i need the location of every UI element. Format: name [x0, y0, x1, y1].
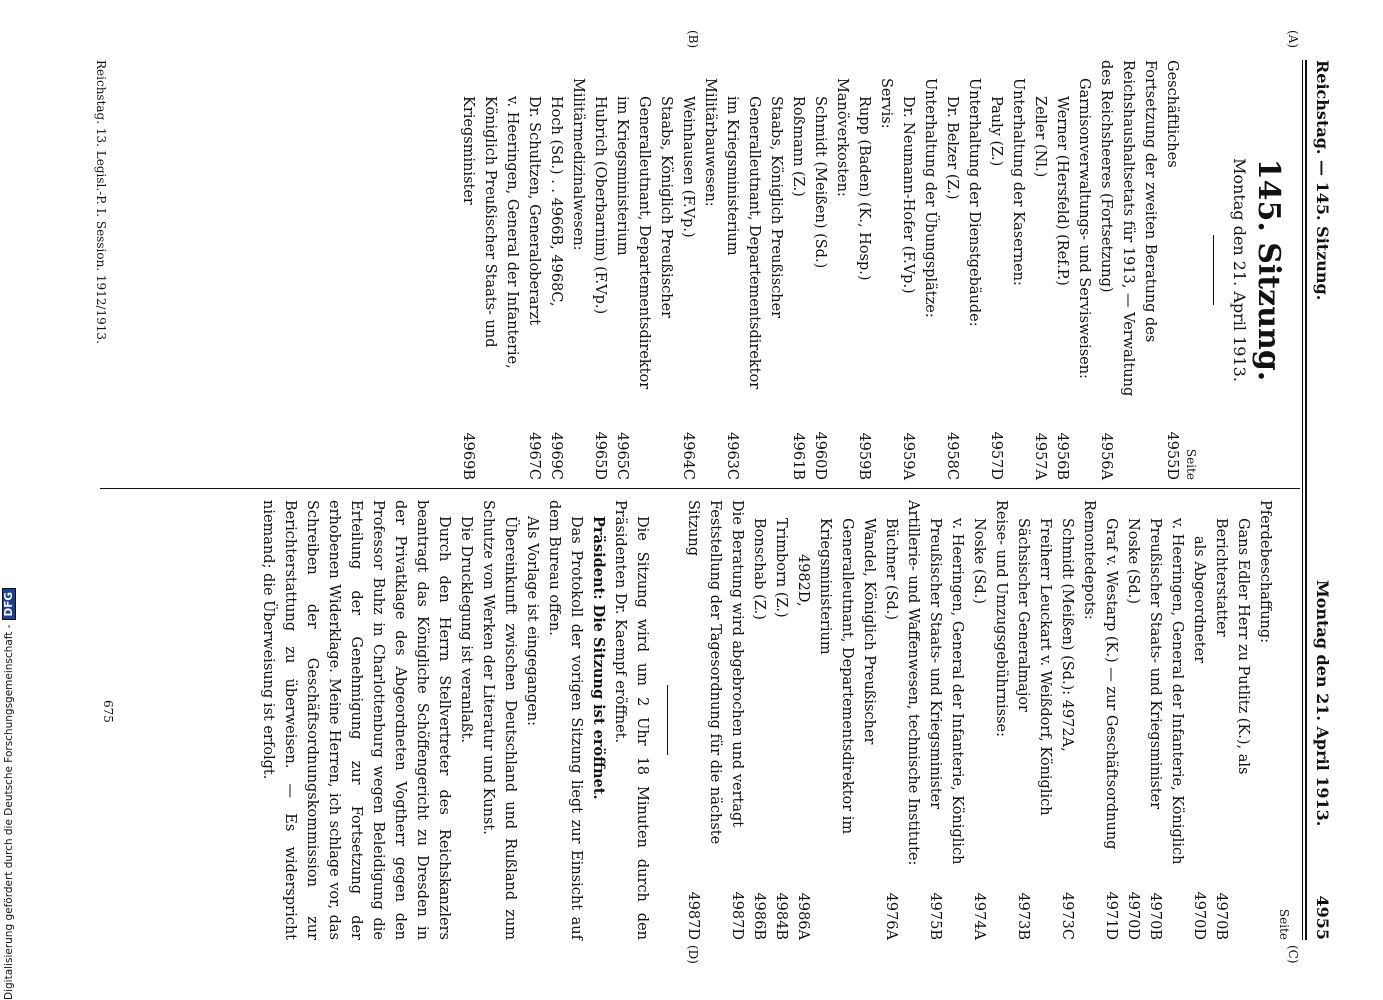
footer-left: Reichstag. 13. Legisl.-P. I. Session. 1912/1913. — [94, 60, 108, 344]
toc-entry — [457, 60, 523, 480]
session-title: 145. Sitzung. — [1251, 158, 1286, 382]
toc-entry — [1144, 500, 1188, 940]
toc-entry-text: v. Heeringen, General der Infanterie, Königlich Preußischer Staats- und Kriegsminister — [927, 518, 965, 865]
toc-entry — [1073, 60, 1095, 480]
toc-entry-page: 4984B — [773, 892, 789, 940]
seite-label-left: Seite — [1184, 448, 1198, 480]
toc-entry — [919, 60, 941, 480]
toc-entry-text: Gans Edler Herr zu Putlitz (K.), als Berichterstatter — [1213, 518, 1251, 775]
column-separator — [100, 488, 1300, 489]
toc-entry-text: Wandel, Königlich Preußischer Generalleutnant, Departementsdirektor im Kriegsministerium — [817, 518, 877, 835]
toc-entry-page: 4970D — [1125, 891, 1141, 940]
toc-entry-text: Dr. Neumann-Hofer (F.Vp.) — [900, 96, 916, 294]
toc-entry-text: Graf v. Westarp (K.) — zur Geschäftsordnung — [1103, 518, 1119, 850]
toc-entry — [1254, 500, 1276, 940]
toc-entry-page: 4987D — [729, 891, 745, 940]
margin-mark-d: (D) — [686, 945, 700, 964]
toc-entry — [831, 60, 853, 480]
toc-entry — [814, 500, 880, 940]
toc-entry-page: 4955D — [1164, 431, 1180, 480]
toc-entries-left — [457, 60, 1183, 480]
toc-entry-text: Militärmedizinalwesen: — [570, 78, 586, 251]
proceedings-paragraph: Die Sitzung wird um 2 Uhr 18 Minuten durch den Präsidenten Dr. Kaempf eröffnet. — [612, 500, 650, 940]
toc-entry-text: Hubrich (Oberbarnim) (F.Vp.) — [592, 96, 608, 315]
toc-entry-text: Bonschab (Z.) — [751, 518, 767, 620]
toc-entry-page: 4970D — [1191, 891, 1207, 940]
toc-entry — [853, 60, 875, 480]
toc-entry — [567, 60, 589, 480]
toc-entry — [1051, 60, 1073, 480]
toc-entry-page: 4986A — [795, 892, 811, 940]
toc-entry-text: Roßmann (Z.) — [790, 96, 806, 197]
toc-entry-text: Rupp (Baden) (K., Hosp.) — [856, 96, 872, 281]
toc-entry-text: Reise- und Umzugsgebührnisse: — [993, 500, 1009, 737]
toc-entry-text: Schmidt (Meißen) (Sd.) — [812, 96, 828, 269]
right-column — [257, 500, 1292, 940]
header-page-number: 4955 — [1313, 895, 1332, 940]
toc-entry — [963, 60, 985, 480]
toc-entry — [1161, 60, 1183, 480]
toc-entry-text: Hoch (Sd.) . . 4966B, 4968C, — [548, 96, 564, 307]
toc-entry-page: 4971D — [1103, 891, 1119, 940]
toc-entry-page: 4958C — [944, 432, 960, 480]
running-header — [1308, 60, 1332, 940]
toc-entry — [941, 60, 963, 480]
left-column — [457, 60, 1292, 480]
toc-entry — [985, 60, 1007, 480]
toc-entry-text: Freiherr Leuckart v. Weißdorf, Königlich Sächsischer Generalmajor — [1015, 518, 1053, 816]
toc-entry-text: Staabs, Königlich Preußischer Generalleutnant, Departementsdirektor im Kriegsministerium — [724, 96, 784, 390]
toc-entry — [1188, 500, 1210, 940]
toc-entry-text: Remontedepots: — [1081, 500, 1097, 620]
toc-entry-text: Dr. Schultzen, Generaloberarzt — [526, 96, 542, 326]
toc-entry — [677, 60, 699, 480]
toc-entry-page: 4964C — [680, 432, 696, 480]
toc-entry-text: Manöverkosten: — [834, 78, 850, 197]
toc-entry-text: Unterhaltung der Übungsplätze: — [922, 78, 938, 318]
header-left: Reichstag. — 145. Sitzung. — [1313, 60, 1332, 301]
toc-entry-text: Unterhaltung der Kasernen: — [1010, 78, 1026, 286]
toc-entry-text: Geschäftliches — [1164, 60, 1180, 168]
toc-entry — [968, 500, 990, 940]
toc-entry — [589, 60, 611, 480]
toc-entry-page: 4973B — [1015, 892, 1031, 940]
toc-entry-text: Fortsetzung der zweiten Beratung des Reichshaushaltsetats für 1913, — Verwaltung des Reichsheeres (Fortsetzung) — [1098, 60, 1158, 397]
toc-entry — [1078, 500, 1100, 940]
proceedings-paragraph: Das Protokoll der vorigen Sitzung liegt zur Einsicht auf dem Bureau offen. — [546, 500, 584, 940]
proceedings-paragraph: Präsident: Die Sitzung ist eröffnet. — [590, 516, 607, 800]
toc-entry-text: Feststellung der Tagesordnung für die nächste Sitzung — [685, 500, 723, 845]
toc-entry — [770, 500, 792, 940]
toc-entry — [1095, 60, 1161, 480]
toc-entry-text: Weinhausen (F.Vp.) — [680, 96, 696, 238]
proceedings-paragraph: Durch den Herrn Stellvertreter des Reichskanzlers beantragt das Königliche Schöffengericht zu Dresden in der Privatklage des Abgeordneten Vogtherr gegen den Professor Buhz in Charlottenburg wegen Beleidigung die Erteilung der Genehmigung zur Fortsetzung der erhobenen Widerklage. Meine Herren, ich schlage vor, das Schreiben der Geschäftsordnungskommission zur Berichterstattung zu überweisen. — Es widerspricht niemand; die Überweisung ist erfolgt. — [260, 500, 452, 940]
seite-label-right: Seite — [1277, 908, 1291, 940]
toc-entry-page: 4957D — [988, 431, 1004, 480]
dfg-credit — [2, 588, 16, 1000]
toc-entry-text: v. Heeringen, General der Infanterie, Königlich Preußischer Staats- und Kriegsminister — [460, 96, 520, 369]
toc-entries-right — [682, 500, 1276, 940]
toc-entry — [1122, 500, 1144, 940]
toc-entry-page: 4969B — [460, 432, 476, 480]
toc-entry-text: Servis: — [878, 78, 894, 129]
toc-entry-page: 4961B — [790, 432, 806, 480]
toc-entry — [611, 60, 677, 480]
toc-entry-page: 4960D — [812, 431, 828, 480]
toc-entry-text: Schmidt (Meißen) (Sd.): 4972A, — [1059, 518, 1075, 752]
toc-entry-page: 4956A — [1098, 432, 1114, 480]
toc-entry — [902, 500, 924, 940]
toc-entry — [787, 60, 809, 480]
toc-entry-page: 4973C — [1059, 892, 1075, 940]
margin-mark-b: (B) — [686, 30, 700, 49]
toc-entry-page: 4963C — [724, 432, 740, 480]
toc-entry-page: 4967C — [526, 432, 542, 480]
proceedings-paragraph: Die Drucklegung ist veranlaßt. — [458, 516, 474, 743]
section-rule — [667, 685, 668, 755]
toc-entry-text: Noske (Sd.) — [1125, 518, 1141, 604]
toc-entry-text: Trimborn (Z.) — [773, 518, 789, 618]
toc-entry — [545, 60, 567, 480]
footer-page-number: 675 — [101, 700, 115, 723]
toc-entry-text: Büchner (Sd.) — [883, 518, 899, 621]
title-rule — [1213, 235, 1214, 305]
toc-entry — [721, 60, 787, 480]
toc-entry-text: 4982D, — [795, 554, 811, 607]
toc-entry-page: 4970B — [1147, 892, 1163, 940]
toc-entry — [1210, 500, 1254, 940]
toc-entry — [699, 60, 721, 480]
toc-entry-text: Zeller (Nl.) — [1032, 96, 1048, 178]
toc-entry — [897, 60, 919, 480]
toc-entry-text: Werner (Hersfeld) (Ref.P.) — [1054, 96, 1070, 286]
toc-entry — [1100, 500, 1122, 940]
toc-entry-text: Garnisonverwaltungs- und Servisweisen: — [1076, 78, 1092, 379]
toc-entry — [1012, 500, 1056, 940]
toc-entry-text: Pauly (Z.) — [988, 96, 1004, 167]
toc-entry — [682, 500, 726, 940]
margin-mark-a: (A) — [1286, 30, 1300, 49]
toc-entry-text: Staabs, Königlich Preußischer Generalleutnant, Departementsdirektor im Kriegsministerium — [614, 96, 674, 390]
toc-entry-text: als Abgeordneter — [1191, 536, 1207, 664]
toc-entry-text: Dr. Belzer (Z.) — [944, 96, 960, 200]
toc-entry-page: 4976A — [883, 892, 899, 940]
toc-entry-page: 4965C — [614, 432, 630, 480]
toc-entry-page: 4957A — [1032, 432, 1048, 480]
dfg-credit-text: Digitalisierung gefördert durch die Deutsche Forschungsgemeinschaft - — [3, 624, 15, 1000]
toc-entry-text: Artillerie- und Waffenwesen, technische Institute: — [905, 500, 921, 866]
toc-entry-page: 4956B — [1054, 432, 1070, 480]
toc-entry — [523, 60, 545, 480]
toc-entry-page: 4975B — [927, 892, 943, 940]
header-rule — [1305, 60, 1307, 940]
toc-entry-page: 4987D — [685, 891, 701, 940]
toc-entry-text: v. Heeringen, General der Infanterie, Königlich Preußischer Staats- und Kriegsminister — [1147, 518, 1185, 865]
toc-entry-page: 4986B — [751, 892, 767, 940]
toc-entry — [880, 500, 902, 940]
toc-entry — [809, 60, 831, 480]
toc-entry — [1056, 500, 1078, 940]
toc-entry-text: Noske (Sd.) — [971, 518, 987, 604]
toc-entry — [748, 500, 770, 940]
toc-entry — [924, 500, 968, 940]
toc-entry-text: Unterhaltung der Dienstgebäude: — [966, 78, 982, 327]
rotated-page-content — [40, 0, 1340, 1000]
toc-entry-text: Pferdebeschaffung: — [1257, 500, 1273, 644]
toc-entry-page: 4959B — [856, 432, 872, 480]
toc-entry — [792, 500, 814, 940]
session-date: Montag den 21. April 1913. — [1230, 158, 1249, 382]
toc-entry — [1029, 60, 1051, 480]
toc-entry — [990, 500, 1012, 940]
toc-entry-page: 4974A — [971, 892, 987, 940]
proceedings-paragraph: Übereinkunft zwischen Deutschland und Rußland zum Schutze von Werken der Literatur und Kunst. — [480, 500, 518, 940]
toc-entry-text: Militärbauwesen: — [702, 78, 718, 207]
proceedings-paragraph: Als Vorlage ist eingegangen: — [524, 516, 540, 727]
toc-entry — [1007, 60, 1029, 480]
header-rule-thin — [1302, 60, 1303, 940]
toc-entry-page: 4959A — [900, 432, 916, 480]
toc-entry — [726, 500, 748, 940]
toc-entry-text: Die Beratung wird abgebrochen und vertagt — [729, 500, 745, 828]
header-center: Montag den 21. April 1913. — [1313, 580, 1332, 827]
toc-entry — [875, 60, 897, 480]
proceedings-text — [257, 500, 653, 940]
dfg-logo: DFG — [2, 588, 16, 621]
toc-entry-page: 4970B — [1213, 892, 1229, 940]
toc-entry-page: 4965D — [592, 431, 608, 480]
toc-entry-page: 4969C — [548, 432, 564, 480]
margin-mark-c: (C) — [1286, 945, 1300, 964]
